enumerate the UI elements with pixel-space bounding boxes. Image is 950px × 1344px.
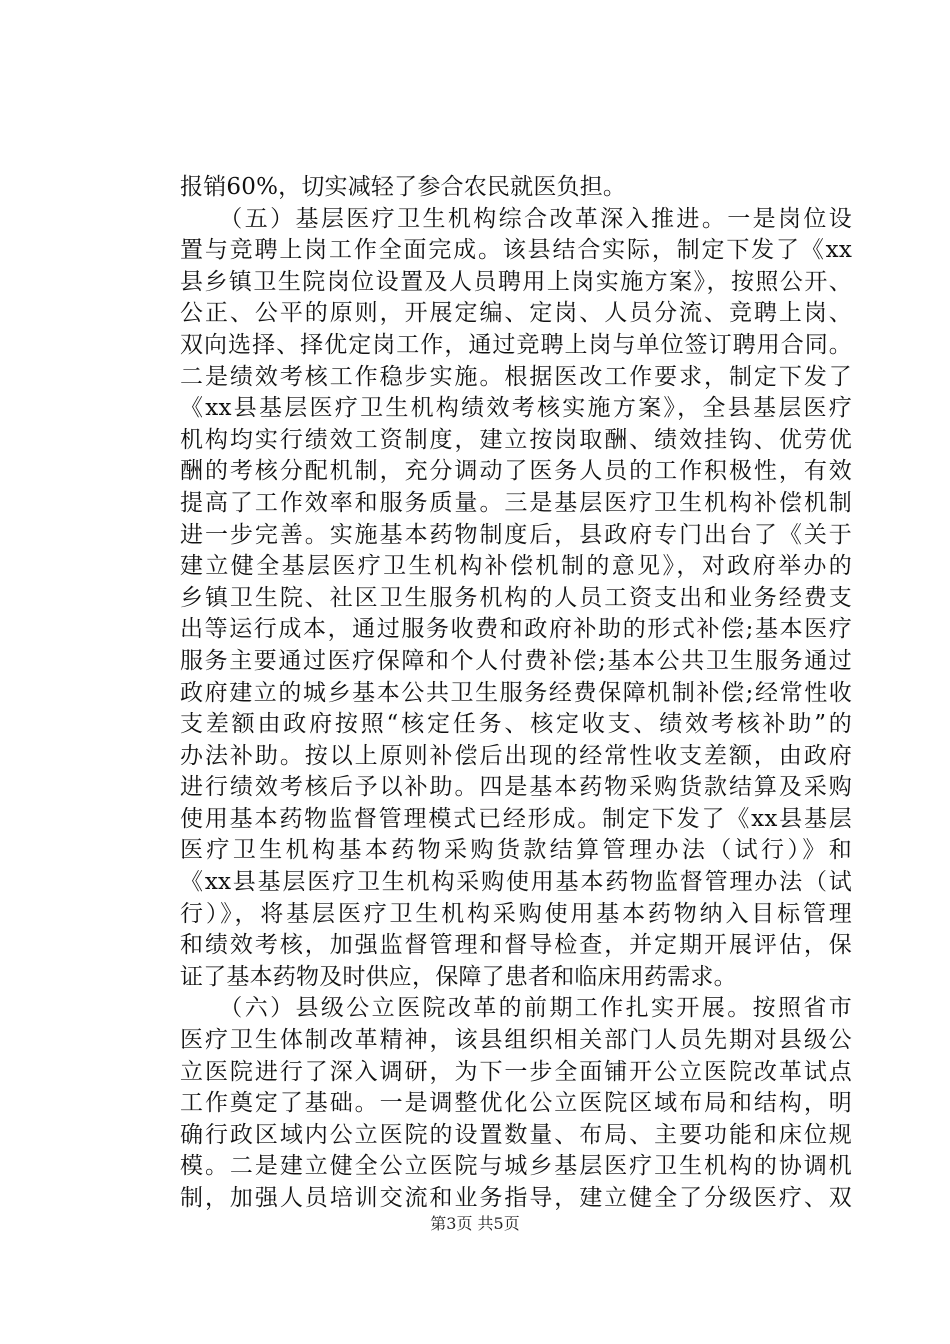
text-line: 立医院进行了深入调研，为下一步全面铺开公立医院改革试点 <box>180 1058 852 1085</box>
text-line: （六）县级公立医院改革的前期工作扎实开展。按照省市 <box>180 995 852 1022</box>
text-line: 《xx县基层医疗卫生机构采购使用基本药物监督管理办法（试 <box>180 869 852 896</box>
text-line: 双向选择、择优定岗工作，通过竞聘上岗与单位签订聘用合同。 <box>180 331 852 358</box>
text-line: 置与竞聘上岗工作全面完成。该县结合实际，制定下发了《xx <box>180 237 852 264</box>
text-line: 出等运行成本，通过服务收费和政府补助的形式补偿;基本医疗 <box>180 616 852 643</box>
text-line: 酬的考核分配机制，充分调动了医务人员的工作积极性，有效 <box>180 458 852 485</box>
text-line: 医疗卫生机构基本药物采购货款结算管理办法（试行）》和 <box>180 837 852 864</box>
text-line: 公正、公平的原则，开展定编、定岗、人员分流、竞聘上岗、 <box>180 300 852 327</box>
text-line: 服务主要通过医疗保障和个人付费补偿;基本公共卫生服务通过 <box>180 647 852 674</box>
text-line: 确行政区域内公立医院的设置数量、布局、主要功能和床位规 <box>180 1121 852 1148</box>
text-line: 工作奠定了基础。一是调整优化公立医院区域布局和结构，明 <box>180 1090 852 1117</box>
text-line: 《xx县基层医疗卫生机构绩效考核实施方案》，全县基层医疗 <box>180 395 852 422</box>
text-line: 报销60%，切实减轻了参合农民就医负担。 <box>180 174 627 200</box>
text-line: 进行绩效考核后予以补助。四是基本药物采购货款结算及采购 <box>180 774 852 801</box>
text-line: 支差额由政府按照“核定任务、核定收支、绩效考核补助”的 <box>180 711 852 738</box>
text-line: 办法补助。按以上原则补偿后出现的经常性收支差额，由政府 <box>180 742 852 769</box>
text-line: 医疗卫生体制改革精神，该县组织相关部门人员先期对县级公 <box>180 1027 852 1054</box>
text-line: 制，加强人员培训交流和业务指导，建立健全了分级医疗、双 <box>180 1185 852 1211</box>
text-line: 提高了工作效率和服务质量。三是基层医疗卫生机构补偿机制 <box>180 489 852 516</box>
text-line: 证了基本药物及时供应，保障了患者和临床用药需求。 <box>180 963 737 990</box>
text-line: 进一步完善。实施基本药物制度后，县政府专门出台了《关于 <box>180 521 852 548</box>
text-line: 机构均实行绩效工资制度，建立按岗取酬、绩效挂钩、优劳优 <box>180 426 852 453</box>
text-line: 行）》，将基层医疗卫生机构采购使用基本药物纳入目标管理 <box>180 900 852 927</box>
text-line: 和绩效考核，加强监督管理和督导检查，并定期开展评估，保 <box>180 932 852 959</box>
text-line: 二是绩效考核工作稳步实施。根据医改工作要求，制定下发了 <box>180 363 852 390</box>
text-line: （五）基层医疗卫生机构综合改革深入推进。一是岗位设 <box>180 205 852 232</box>
text-line: 建立健全基层医疗卫生机构补偿机制的意见》，对政府举办的 <box>180 553 852 580</box>
page-footer: 第3页 共5页 <box>430 1214 520 1233</box>
document-body <box>180 172 852 1215</box>
text-line: 使用基本药物监督管理模式已经形成。制定下发了《xx县基层 <box>180 805 852 832</box>
text-line: 乡镇卫生院、社区卫生服务机构的人员工资支出和业务经费支 <box>180 584 852 611</box>
text-line: 政府建立的城乡基本公共卫生服务经费保障机制补偿;经常性收 <box>180 679 852 706</box>
text-line: 模。二是建立健全公立医院与城乡基层医疗卫生机构的协调机 <box>180 1153 852 1180</box>
text-line: 县乡镇卫生院岗位设置及人员聘用上岗实施方案》，按照公开、 <box>180 268 852 295</box>
